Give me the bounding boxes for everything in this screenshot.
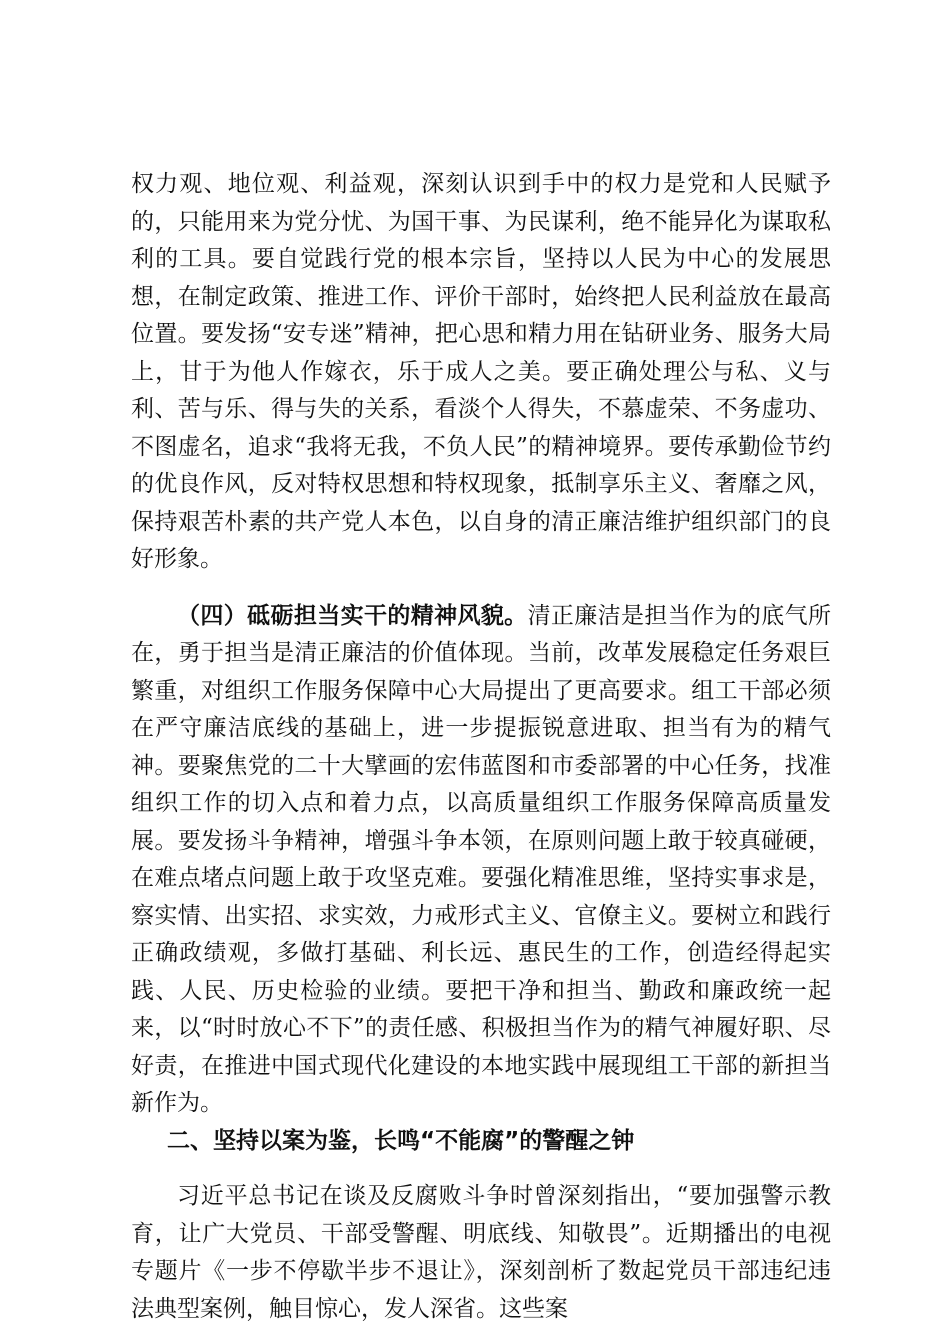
body-paragraph-section-four	[131, 598, 831, 1123]
section-heading: 二、坚持以案为鉴，长鸣“不能腐”的警醒之钟	[167, 1127, 635, 1154]
body-paragraph: 权力观、地位观、利益观，深刻认识到手中的权力是党和人民赋予的，只能用来为党分忧、为国干事、为民谋利，绝不能异化为谋取私利的工具。要自觉践行党的根本宗旨，坚持以人民为中心的发展思想，在制定政策、推进工作、评价干部时，始终把人民利益放在最高位置。要发扬“安专迷”精神，把心思和精力用在钻研业务、服务大局上，甘于为他人作嫁衣，乐于成人之美。要正确处理公与私、义与利、苦与乐、得与失的关系，看淡个人得失，不慕虚荣、不务虚功、不图虚名，追求“我将无我，不负人民”的精神境界。要传承勤俭节约的优良作风，反对特权思想和特权现象，抵制享乐主义、奢靡之风，保持艰苦朴素的共产党人本色，以自身的清正廉洁维护组织部门的良好形象。	[131, 171, 831, 572]
document-body	[131, 166, 831, 1328]
section-lead-heading: （四）砥砺担当实干的精神风貌。	[177, 602, 528, 629]
section-body-text: 清正廉洁是担当作为的底气所在，勇于担当是清正廉洁的价值体现。当前，改革发展稳定任务艰巨繁重，对组织工作服务保障中心大局提出了更高要求。组工干部必须在严守廉洁底线的基础上，进一步提振锐意进取、担当有为的精气神。要聚焦党的二十大擘画的宏伟蓝图和市委部署的中心任务，找准组织工作的切入点和着力点，以高质量组织工作服务保障高质量发展。要发扬斗争精神，增强斗争本领，在原则问题上敢于较真碰硬，在难点堵点问题上敢于攻坚克难。要强化精准思维，坚持实事求是，察实情、出实招、求实效，力戒形式主义、官僚主义。要树立和践行正确政绩观，多做打基础、利长远、惠民生的工作，创造经得起实践、人民、历史检验的业绩。要把干净和担当、勤政和廉政统一起来，以“时时放心不下”的责任感、积极担当作为的精气神履好职、尽好责，在推进中国式现代化建设的本地实践中展现组工干部的新担当新作为。	[131, 602, 832, 1116]
body-paragraph: 习近平总书记在谈及反腐败斗争时曾深刻指出，“要加强警示教育，让广大党员、干部受警醒、明底线、知敬畏”。近期播出的电视专题片《一步不停歇半步不退让》，深刻剖析了数起党员干部违纪违法典型案例，触目惊心，发人深省。这些案	[131, 1183, 831, 1322]
